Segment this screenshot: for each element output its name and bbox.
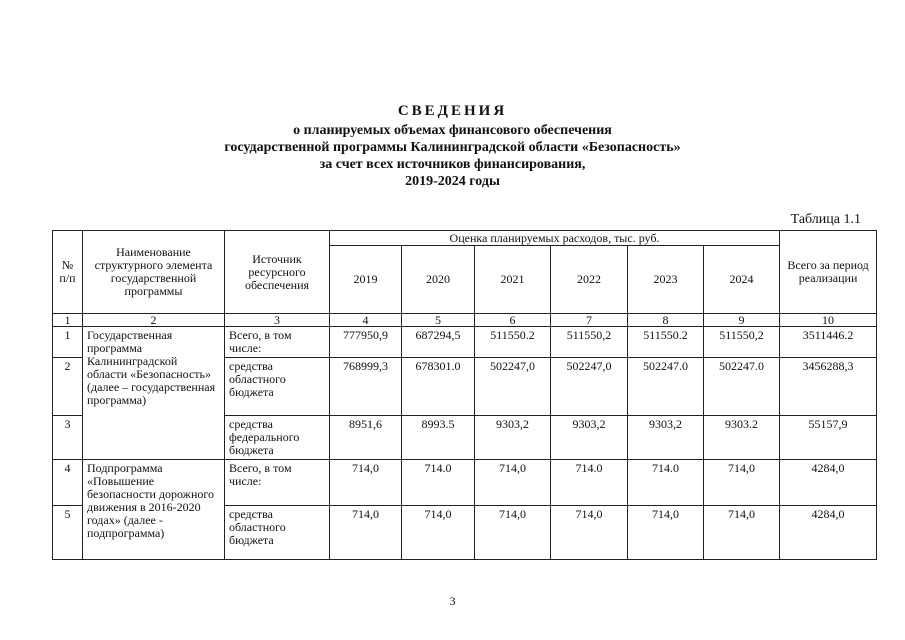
value-total: 4284,0 <box>780 460 877 506</box>
value-2024: 502247.0 <box>704 358 780 416</box>
column-number: 7 <box>551 314 628 327</box>
value-2022: 714,0 <box>551 506 628 560</box>
value-2019: 777950,9 <box>330 327 402 358</box>
column-number: 9 <box>704 314 780 327</box>
value-2022: 714.0 <box>551 460 628 506</box>
header-source: Источник ресурсного обеспечения <box>225 231 330 314</box>
heading-line-3: государственной программы Калининградской области «Безопасность» <box>224 140 681 155</box>
value-2019: 714,0 <box>330 506 402 560</box>
value-2022: 9303,2 <box>551 416 628 460</box>
heading-title: СВЕДЕНИЯ <box>397 103 508 119</box>
funding-source: средства областного бюджета <box>225 506 330 560</box>
header-year-2021: 2021 <box>475 246 551 314</box>
heading-line-2: о планируемых объемах финансового обеспечения <box>293 123 612 138</box>
value-2021: 9303,2 <box>475 416 551 460</box>
column-number: 4 <box>330 314 402 327</box>
value-2020: 8993.5 <box>402 416 475 460</box>
value-2024: 714,0 <box>704 460 780 506</box>
row-index: 2 <box>53 358 83 416</box>
value-2023: 714.0 <box>628 460 704 506</box>
column-number-row <box>53 314 877 327</box>
header-total: Всего за период реализации <box>780 231 877 314</box>
value-2021: 714,0 <box>475 460 551 506</box>
column-number: 3 <box>225 314 330 327</box>
column-number: 5 <box>402 314 475 327</box>
column-number: 6 <box>475 314 551 327</box>
heading-line-4: за счет всех источников финансирования, <box>319 157 586 172</box>
value-2022: 511550,2 <box>551 327 628 358</box>
value-2020: 687294,5 <box>402 327 475 358</box>
column-number: 10 <box>780 314 877 327</box>
value-total: 3511446.2 <box>780 327 877 358</box>
value-2019: 714,0 <box>330 460 402 506</box>
value-2021: 511550.2 <box>475 327 551 358</box>
row-index: 3 <box>53 416 83 460</box>
row-index: 4 <box>53 460 83 506</box>
value-2023: 9303,2 <box>628 416 704 460</box>
structural-element-name: Подпрограмма «Повышение безопасности дорожного движения в 2016-2020 годах» (далее - подпрограмма) <box>83 460 225 560</box>
value-2024: 9303.2 <box>704 416 780 460</box>
header-year-2024: 2024 <box>704 246 780 314</box>
page-number: 3 <box>449 594 456 608</box>
value-2020: 678301.0 <box>402 358 475 416</box>
table-row <box>53 327 877 358</box>
value-2020: 714.0 <box>402 460 475 506</box>
funding-source: средства федерального бюджета <box>225 416 330 460</box>
value-2021: 714,0 <box>475 506 551 560</box>
value-2024: 714,0 <box>704 506 780 560</box>
table-row <box>53 460 877 506</box>
financing-table <box>52 230 877 560</box>
row-index: 5 <box>53 506 83 560</box>
header-number: № п/п <box>53 231 83 314</box>
value-total: 3456288,3 <box>780 358 877 416</box>
value-2019: 8951,6 <box>330 416 402 460</box>
header-year-2020: 2020 <box>402 246 475 314</box>
row-index: 1 <box>53 327 83 358</box>
value-2021: 502247,0 <box>475 358 551 416</box>
header-year-2023: 2023 <box>628 246 704 314</box>
value-2020: 714,0 <box>402 506 475 560</box>
header-year-2019: 2019 <box>330 246 402 314</box>
value-2024: 511550,2 <box>704 327 780 358</box>
header-year-2022: 2022 <box>551 246 628 314</box>
value-2023: 714,0 <box>628 506 704 560</box>
column-number: 1 <box>53 314 83 327</box>
funding-source: Всего, в том числе: <box>225 327 330 358</box>
table-label: Таблица 1.1 <box>790 212 861 227</box>
header-estimate: Оценка планируемых расходов, тыс. руб. <box>330 231 780 246</box>
heading-line-5: 2019-2024 годы <box>405 174 500 189</box>
document-heading <box>0 103 905 190</box>
header-name: Наименование структурного элемента государственной программы <box>83 231 225 314</box>
value-total: 4284,0 <box>780 506 877 560</box>
value-2022: 502247,0 <box>551 358 628 416</box>
column-number: 2 <box>83 314 225 327</box>
column-number: 8 <box>628 314 704 327</box>
structural-element-name: Государственная программа Калининградской области «Безопасность» (далее – государственная программа) <box>83 327 225 460</box>
funding-source: Всего, в том числе: <box>225 460 330 506</box>
funding-source: средства областного бюджета <box>225 358 330 416</box>
value-2023: 502247.0 <box>628 358 704 416</box>
value-2023: 511550.2 <box>628 327 704 358</box>
value-2019: 768999,3 <box>330 358 402 416</box>
value-total: 55157,9 <box>780 416 877 460</box>
